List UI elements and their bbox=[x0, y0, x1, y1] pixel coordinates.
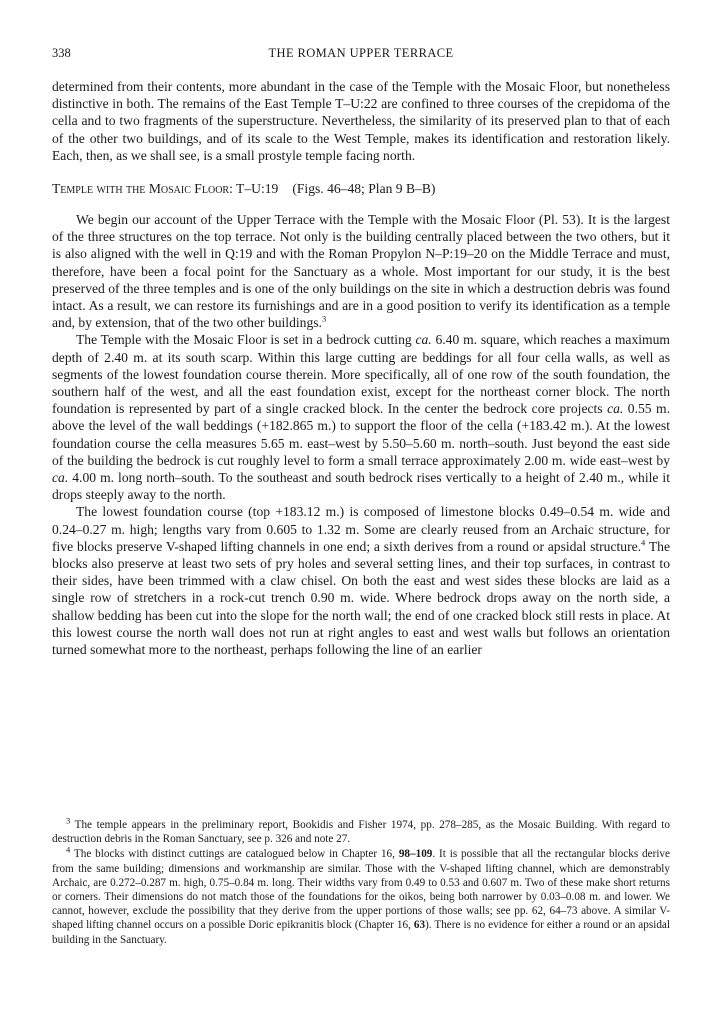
footnote-4-text-b: . It is possible that all the rectangular blocks derive from the same building; dimensions and workmanship are similar. Those with the V-shaped lifting channel, which are demonstrably Archaic, are 0.272–0.287 m. high, 0.75–0.84 m. long. Their widths vary from 0.49 to 0.53 and 0.607 m. Two of these make short returns or corners. Their dimensions do not match those of the foundations for the oikos, being both narrower by 0.03–0.08 m. and lower. We cannot, however, exclude the possibility that they derive from the upper portions of those walls; see pp. 62, 64–73 above. A similar V-shaped lifting channel occurs on a possible Doric epikranitis block (Chapter 16, bbox=[52, 848, 670, 932]
paragraph-4-text-b: The blocks also preserve at least two sets of pry holes and several setting lines, and their top surfaces, in contrast to their sides, have been trimmed with a claw chisel. On both the east and west sides these blocks are laid as a single row of stretchers in a rock-cut trench 0.90 m. wide. Where bedrock drops away on the north side, a shallow bedding has been cut into the slope for the north wall; the end of one cracked block still rests in place. At this lowest course the north wall does not run at right angles to east and west walls but follows an orientation turned somewhat more to the northeast, perhaps following the line of an earlier bbox=[52, 538, 670, 658]
footnote-4-catalogue-ref-1: 98–109 bbox=[398, 848, 433, 861]
paragraph-3-italic-1: ca. bbox=[415, 332, 432, 348]
paragraph-3-text-c: 0.55 m. above the level of the wall beddings (+182.865 m.) to support the floor of the cella (+183.42 m.). At the lowest foundation course the cella measures 5.65 m. east–west by 5.50–5.60 m. north–south. Just beyond the east side of the building the bedrock is cut roughly level to form a small terrace approximately 2.00 m. wide east–west by bbox=[52, 401, 671, 468]
paragraph-2-text: We begin our account of the Upper Terrace with the Temple with the Mosaic Floor (Pl. 53). It is the largest of the three structures on the top terrace. Not only is the building centrally placed between the two others, but it is also aligned with the well in Q:19 and with the Roman Propylon N–P:19–20 on the Middle Terrace and must, therefore, have been a focal point for the Sanctuary as a whole. Most important for our study, it is the best preserved of the three temples and is one of the only buildings on the site in which a destruction debris was found intact. As a result, we can restore its furnishings and are in a good position to verify its identification as a temple and, by extension, that of the two other buildings. bbox=[52, 212, 670, 331]
section-heading-title: Temple with the Mosaic Floor: bbox=[52, 181, 233, 197]
footnote-ref-3: 3 bbox=[321, 313, 327, 324]
footnote-3 bbox=[52, 815, 670, 846]
footnote-3-text: The temple appears in the preliminary report, Bookidis and Fisher 1974, pp. 278–285, as the Mosaic Building. With regard to destruction debris in the Roman Sanctuary, see p. 326 and note 27. bbox=[52, 819, 670, 846]
paragraph-3-text-b: 6.40 m. square, which reaches a maximum depth of 2.40 m. at its south scarp. Within this large cutting are beddings for all four cella walls, as well as segments of the lowest foundation course therein. More specifically, all of one row of the south foundation, the southern half of the west, and all the east foundation exist, except for the northeast corner block. The north foundation is represented by part of a single cracked block. In the center the bedrock core projects bbox=[52, 332, 670, 417]
paragraph-3 bbox=[52, 331, 670, 503]
paragraph-4 bbox=[52, 503, 670, 658]
section-heading-id: T–U:19 bbox=[236, 181, 279, 197]
footnote-3-number: 3 bbox=[66, 815, 71, 826]
footnote-4-text-a: The blocks with distinct cuttings are catalogued below in Chapter 16, bbox=[73, 848, 399, 861]
footnote-4 bbox=[52, 844, 670, 946]
footnote-ref-4: 4 bbox=[641, 537, 646, 548]
footnote-4-text-c: ). There is no evidence for either a round or an apsidal building in the Sanctuary. bbox=[52, 919, 670, 946]
running-header bbox=[52, 46, 670, 66]
paragraph-1: determined from their contents, more abundant in the case of the Temple with the Mosaic Floor, but nonetheless distinctive in both. The remains of the East Temple T–U:22 are confined to three courses of the crepidoma of the cella and to two fragments of the superstructure. Nevertheless, the similarity of its preserved plan to that of each of the other two buildings, and of its scale to the West Temple, makes its identification and restoration likely. Each, then, as we shall see, is a small prostyle temple facing north. bbox=[52, 79, 670, 163]
paragraph-3-italic-3: ca. bbox=[52, 470, 69, 486]
section-heading-refs: (Figs. 46–48; Plan 9 B–B) bbox=[292, 181, 436, 197]
paragraph-3-text-a: The Temple with the Mosaic Floor is set in a bedrock cutting bbox=[76, 332, 416, 348]
page-body bbox=[52, 46, 670, 658]
paragraph-3-text-d: 4.00 m. long north–south. To the southeast and south bedrock rises vertically to a height of 2.40 m., while it drops steeply away to the north. bbox=[52, 470, 670, 503]
footnotes bbox=[52, 815, 670, 948]
footnote-4-catalogue-ref-2: 63 bbox=[413, 919, 426, 932]
paragraph-4-text-a: The lowest foundation course (top +183.12 m.) is composed of limestone blocks 0.49–0.54 m. wide and 0.24–0.27 m. high; lengths vary from 0.605 to 1.32 m. Some are clearly reused from an Archaic structure, for five blocks preserve V-shaped lifting channels in one end; a sixth derives from a round or apsidal structure. bbox=[52, 504, 670, 554]
paragraph-2 bbox=[52, 211, 670, 331]
paragraph-3-italic-2: ca. bbox=[607, 401, 624, 417]
running-title: THE ROMAN UPPER TERRACE bbox=[268, 46, 454, 60]
page-number: 338 bbox=[52, 46, 71, 60]
footnote-4-number: 4 bbox=[66, 844, 71, 855]
section-heading bbox=[52, 180, 670, 197]
